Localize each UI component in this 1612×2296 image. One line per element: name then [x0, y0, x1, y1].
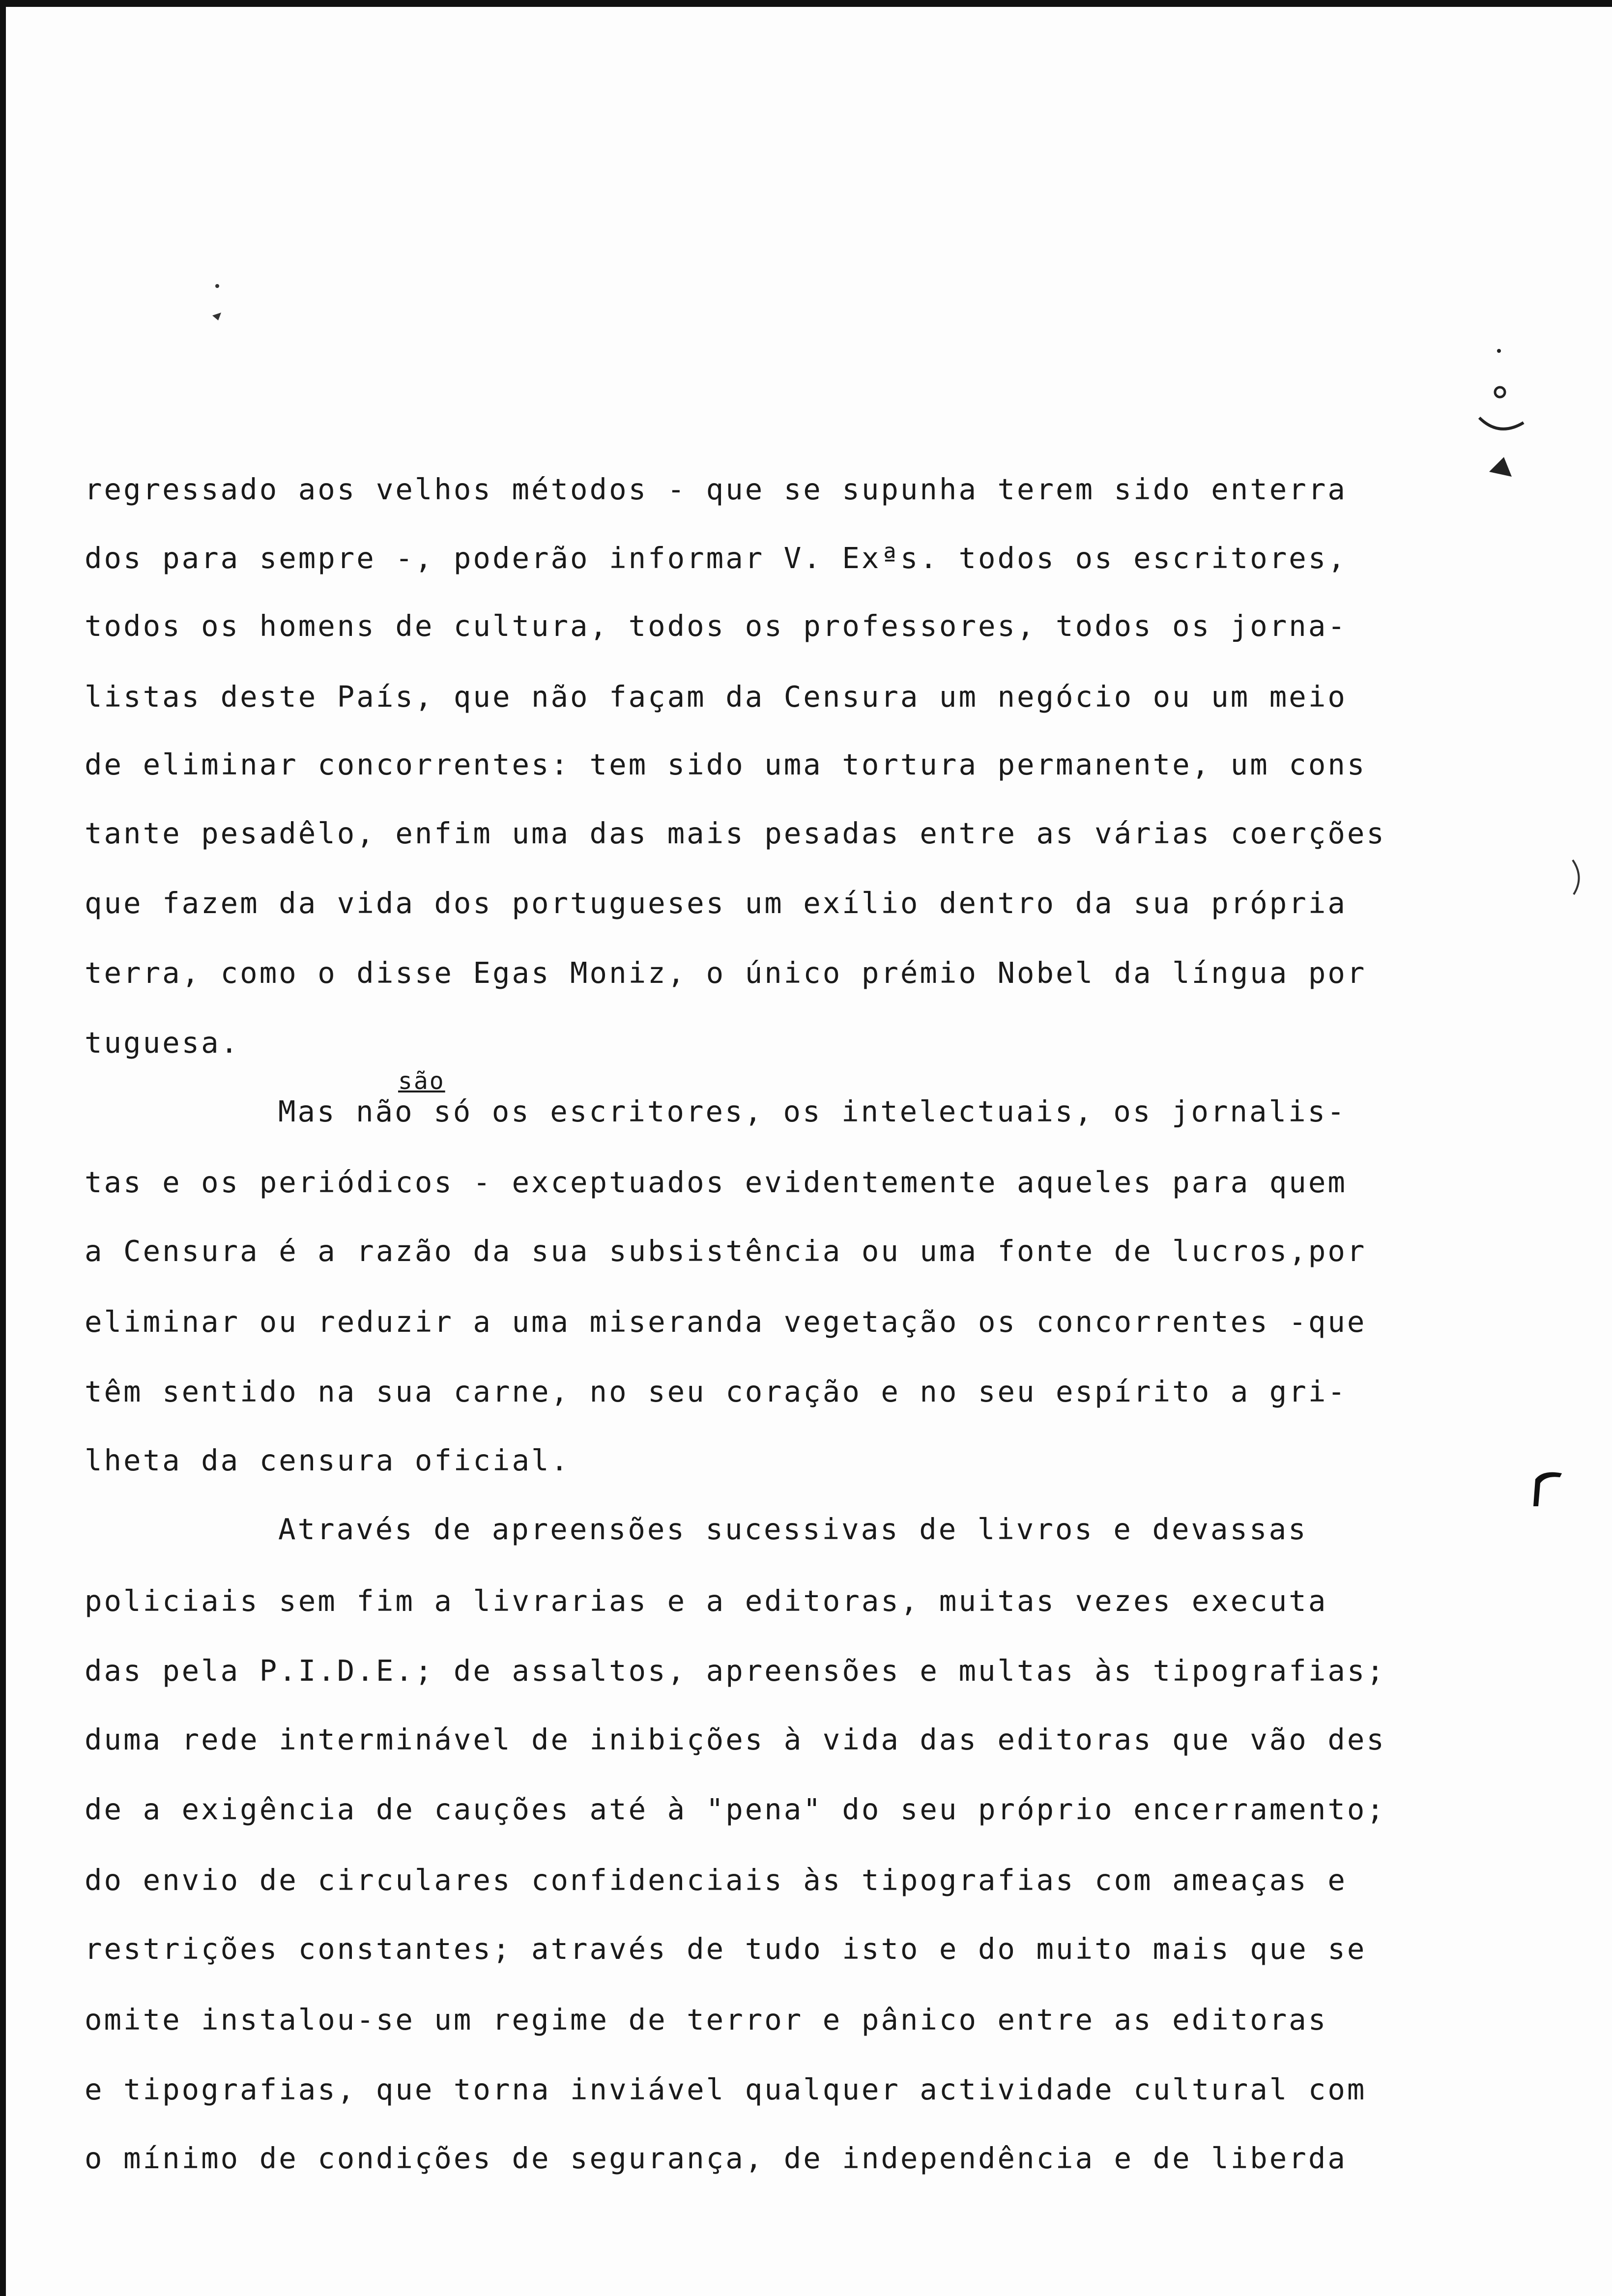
scan-edge-top: [0, 0, 1612, 7]
text-line: terra, como o disse Egas Moniz, o único prémio Nobel da língua por: [85, 956, 1367, 990]
text-line: todos os homens de cultura, todos os professores, todos os jorna-: [85, 609, 1347, 643]
margin-paren-mark-icon: [1568, 855, 1587, 899]
text-line: têm sentido na sua carne, no seu coração e no seu espírito a gri-: [85, 1375, 1347, 1408]
text-line: do envio de circulares confidenciais às tipografias com ameaças e: [85, 1863, 1347, 1897]
text-line: omite instalou-se um regime de terror e pânico entre as editoras: [85, 2003, 1328, 2037]
text-line: tuguesa.: [85, 1026, 240, 1060]
stray-dot-mark-icon: [206, 280, 226, 334]
text-line: de eliminar concorrentes: tem sido uma tortura permanente, um cons: [85, 747, 1367, 781]
text-line: regressado aos velhos métodos - que se supunha terem sido enterra: [85, 472, 1347, 506]
text-line: o mínimo de condições de segurança, de independência e de liberda: [85, 2141, 1347, 2175]
text-line: de a exigência de cauções até à "pena" do seu próprio encerramento;: [85, 1792, 1386, 1826]
text-line: tante pesadêlo, enfim uma das mais pesadas entre as várias coerções: [85, 816, 1386, 850]
text-line: a Censura é a razão da sua subsistência ou uma fonte de lucros,por: [85, 1234, 1367, 1268]
text-line: lheta da censura oficial.: [85, 1443, 571, 1477]
margin-hook-mark-icon: [1524, 1464, 1568, 1509]
text-line: eliminar ou reduzir a uma miseranda vegetação os concorrentes -que: [85, 1305, 1367, 1339]
text-line: Através de apreensões sucessivas de livros e devassas: [278, 1512, 1308, 1546]
text-line: duma rede interminável de inibições à vida das editoras que vão des: [85, 1722, 1386, 1756]
text-line: das pela P.I.D.E.; de assaltos, apreensões e multas às tipografias;: [85, 1654, 1386, 1688]
text-line: tas e os periódicos - exceptuados evidentemente aqueles para quem: [85, 1165, 1347, 1199]
text-line: dos para sempre -, poderão informar V. Exªs. todos os escritores,: [85, 541, 1347, 575]
scan-edge-left: [0, 0, 6, 2296]
margin-smudge-icon: [1465, 344, 1528, 501]
text-line: Mas não só os escritores, os intelectuais, os jornalis-: [278, 1094, 1347, 1128]
text-line: restrições constantes; através de tudo isto e do muito mais que se: [85, 1932, 1367, 1966]
handwritten-insertion: são: [398, 1067, 445, 1095]
text-line: policiais sem fim a livrarias e a editoras, muitas vezes executa: [85, 1584, 1328, 1618]
text-line: que fazem da vida dos portugueses um exílio dentro da sua própria: [85, 886, 1347, 920]
text-line: e tipografias, que torna inviável qualquer actividade cultural com: [85, 2072, 1367, 2106]
text-line: listas deste País, que não façam da Censura um negócio ou um meio: [85, 680, 1347, 714]
